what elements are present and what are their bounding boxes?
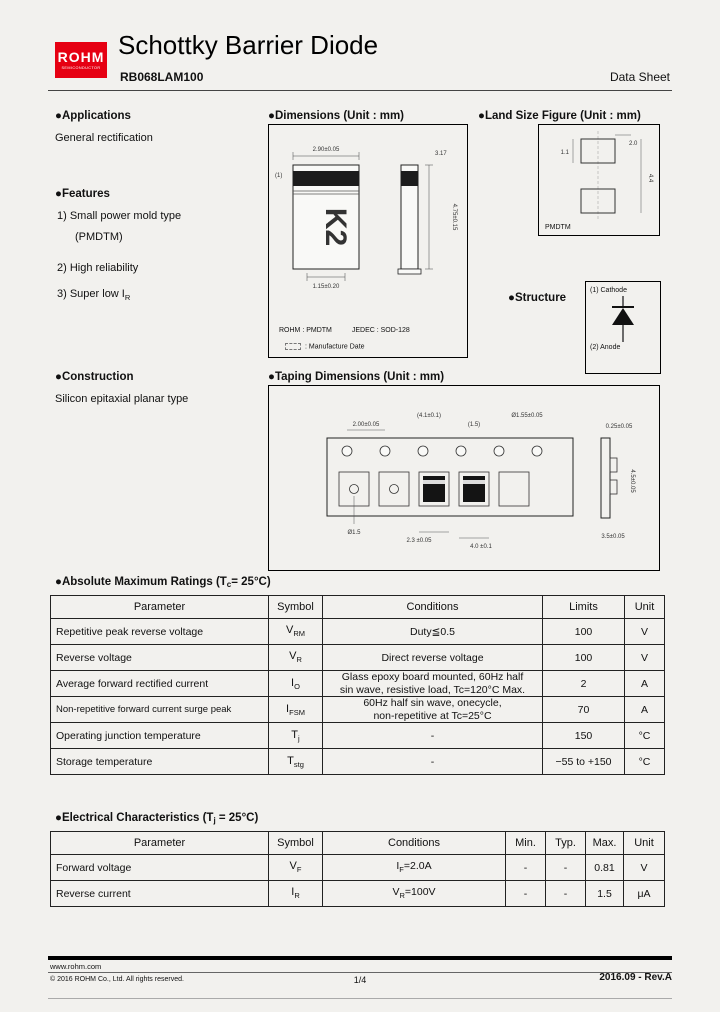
cell-typ: -	[546, 855, 586, 881]
condition-line-1: 60Hz half sin wave, onecycle,	[363, 697, 502, 710]
rohm-package-name: ROHM : PMDTM	[279, 327, 332, 334]
taping-dim-pocket-hole: Ø1.5	[347, 530, 361, 536]
construction-heading: ●Construction	[55, 371, 134, 383]
applications-body: General rectification	[55, 132, 153, 144]
cell-symbol	[269, 881, 323, 907]
taping-dim-pocket-w: 2.3 ±0.05	[406, 538, 432, 544]
feature-item-2: 2) High reliability	[57, 262, 139, 274]
cell-parameter: Average forward rectified current	[51, 671, 269, 697]
col-header-limits: Limits	[543, 596, 625, 619]
taping-dim-thickness: 0.25±0.05	[605, 424, 633, 430]
ec-heading-post: = 25°C)	[215, 812, 259, 824]
cell-parameter: Non-repetitive forward current surge peak	[51, 697, 269, 723]
cell-parameter: Reverse voltage	[51, 645, 269, 671]
applications-heading: ●Applications	[55, 110, 131, 122]
construction-body: Silicon epitaxial planar type	[55, 393, 189, 405]
land-dim-span: 4.4	[647, 173, 653, 183]
dim-label-length: 4.75±0.15	[451, 203, 457, 231]
table-row	[51, 645, 665, 671]
cell-symbol	[269, 749, 323, 775]
symbol-subscript: O	[294, 681, 300, 691]
feature-item-3-subscript: R	[124, 293, 131, 303]
land-dim-pad: 1.1	[560, 150, 569, 156]
cell-parameter: Reverse current	[51, 881, 269, 907]
cell-symbol	[269, 671, 323, 697]
col-header-conditions: Conditions	[323, 596, 543, 619]
condition-subscript: F	[399, 865, 404, 875]
structure-figure	[585, 281, 661, 374]
symbol-base: V	[289, 650, 297, 663]
jedec-package-name: JEDEC : SOD-128	[351, 327, 410, 334]
cell-min: -	[506, 881, 546, 907]
cell-unit: V	[625, 645, 665, 671]
land-dim-width: 2.0	[629, 141, 638, 147]
col-header-unit: Unit	[624, 832, 665, 855]
symbol-base: I	[291, 886, 295, 899]
condition-rest: =100V	[404, 886, 436, 899]
cell-conditions	[323, 881, 506, 907]
carrier-tape-side-view	[601, 438, 617, 518]
taping-dim-pocket-pitch: 4.0 ±0.1	[470, 544, 492, 550]
col-header-min: Min.	[506, 832, 546, 855]
symbol-subscript: stg	[293, 759, 304, 769]
cell-unit: A	[625, 697, 665, 723]
doc-type-label: Data Sheet	[609, 70, 670, 84]
condition-rest: =2.0A	[403, 860, 432, 873]
feature-item-1b: (PMDTM)	[75, 231, 123, 243]
condition-base: V	[392, 886, 400, 899]
table-row	[51, 671, 665, 697]
cell-unit: V	[625, 619, 665, 645]
taping-dim-ref1: (4.1±0.1)	[417, 413, 441, 419]
cell-unit: V	[624, 855, 665, 881]
rohm-logo	[55, 42, 107, 78]
cell-max: 0.81	[586, 855, 624, 881]
manufacture-date-box-icon	[285, 343, 301, 350]
land-pattern-drawing	[539, 125, 659, 221]
table-row	[51, 855, 665, 881]
footer-divider-bottom	[48, 998, 672, 999]
cell-limits: 2	[543, 671, 625, 697]
footer-url: www.rohm.com	[50, 962, 102, 971]
land-package-name: PMDTM	[545, 224, 571, 231]
rohm-logo-text: ROHM	[57, 49, 105, 65]
package-front-view	[293, 165, 359, 269]
abs-max-heading	[55, 576, 271, 589]
abs-max-heading-pre: ●Absolute Maximum Ratings (T	[55, 576, 227, 588]
dim-label-width: 2.90±0.05	[312, 147, 340, 153]
cell-limits: 150	[543, 723, 625, 749]
cell-unit: μA	[624, 881, 665, 907]
package-marking: K2	[319, 207, 352, 247]
taping-figure	[268, 385, 660, 571]
footer-revision: 2016.09 - Rev.A	[599, 972, 672, 983]
dim-label-lead: 1.15±0.20	[312, 284, 340, 290]
condition-line-1: Glass epoxy board mounted, 60Hz half	[341, 671, 524, 683]
structure-heading: ●Structure	[508, 292, 567, 304]
dim-label-height: 3.17	[435, 151, 447, 157]
cell-conditions: -	[323, 749, 543, 775]
taping-dim-ref2: (1.5)	[467, 422, 481, 428]
cell-max: 1.5	[586, 881, 624, 907]
cell-symbol	[269, 645, 323, 671]
cell-parameter: Storage temperature	[51, 749, 269, 775]
cell-min: -	[506, 855, 546, 881]
cell-symbol	[269, 697, 323, 723]
land-size-heading: ●Land Size Figure (Unit : mm)	[478, 110, 641, 122]
table-row	[51, 749, 665, 775]
manufacture-date-note	[285, 343, 365, 350]
taping-dim-pitch: 2.00±0.05	[352, 422, 380, 428]
cell-conditions	[323, 671, 543, 697]
col-header-symbol: Symbol	[269, 832, 323, 855]
feature-item-3	[57, 288, 130, 302]
symbol-subscript: F	[296, 865, 302, 875]
col-header-symbol: Symbol	[269, 596, 323, 619]
cell-unit: °C	[625, 723, 665, 749]
symbol-base: V	[285, 624, 294, 637]
condition-subscript: R	[399, 891, 405, 901]
cell-unit: A	[625, 671, 665, 697]
cell-limits: 100	[543, 619, 625, 645]
symbol-subscript: R	[296, 655, 302, 665]
condition-base: I	[396, 860, 400, 873]
cell-parameter: Operating junction temperature	[51, 723, 269, 749]
taping-dim-hole: Ø1.55±0.05	[511, 413, 543, 419]
taping-heading: ●Taping Dimensions (Unit : mm)	[268, 371, 445, 383]
dimensions-figure	[268, 124, 468, 358]
cathode-label: (1) Cathode	[590, 287, 627, 294]
symbol-base: V	[289, 860, 297, 873]
cell-symbol	[269, 723, 323, 749]
page-title: Schottky Barrier Diode	[118, 30, 379, 60]
cell-conditions	[323, 855, 506, 881]
symbol-base: I	[291, 676, 295, 689]
cell-symbol	[269, 619, 323, 645]
col-header-max: Max.	[586, 832, 624, 855]
table-row	[51, 619, 665, 645]
electrical-characteristics-table	[50, 831, 665, 907]
symbol-base: T	[287, 754, 294, 767]
cell-conditions: Duty≦0.5	[323, 619, 543, 645]
footer-page-number: 1/4	[353, 975, 367, 985]
header-divider	[48, 90, 672, 91]
table-row	[51, 697, 665, 723]
cell-conditions	[323, 697, 543, 723]
table-header-row	[51, 596, 665, 619]
table-header-row	[51, 832, 665, 855]
symbol-subscript: j	[298, 733, 300, 743]
pin1-label: (1)	[275, 173, 283, 179]
footer-divider-thin	[48, 972, 672, 973]
taping-drawing	[269, 386, 659, 570]
anode-label: (2) Anode	[590, 344, 621, 351]
cell-unit: °C	[625, 749, 665, 775]
footer-divider-thick	[48, 956, 672, 960]
symbol-base: T	[291, 728, 299, 741]
part-number: RB068LAM100	[120, 70, 204, 84]
col-header-typ: Typ.	[546, 832, 586, 855]
cell-limits: −55 to +150	[543, 749, 625, 775]
electrical-characteristics-heading	[55, 812, 258, 825]
col-header-parameter: Parameter	[51, 832, 269, 855]
cell-conditions: -	[323, 723, 543, 749]
condition-line-2: sin wave, resistive load, Tc=120°C Max.	[339, 683, 526, 696]
diode-symbol	[586, 294, 660, 344]
condition-line-2: non-repetitive at Tc=25°C	[373, 709, 492, 722]
symbol-subscript: RM	[293, 629, 305, 639]
cell-parameter: Repetitive peak reverse voltage	[51, 619, 269, 645]
table-row	[51, 881, 665, 907]
cell-parameter: Forward voltage	[51, 855, 269, 881]
component-in-pocket	[423, 476, 485, 502]
taping-dim-bottom: 3.5±0.05	[601, 534, 625, 540]
col-header-conditions: Conditions	[323, 832, 506, 855]
carrier-tape-top-view	[327, 438, 573, 516]
feature-item-1: 1) Small power mold type	[57, 210, 182, 222]
cell-conditions: Direct reverse voltage	[323, 645, 543, 671]
taping-dim-depth: 4.5±0.05	[629, 469, 635, 493]
cell-limits: 100	[543, 645, 625, 671]
cell-limits: 70	[543, 697, 625, 723]
dimensions-heading: ●Dimensions (Unit : mm)	[268, 110, 405, 122]
ec-heading-pre: ●Electrical Characteristics (T	[55, 812, 214, 824]
footer-copyright: © 2016 ROHM Co., Ltd. All rights reserved.	[50, 976, 184, 983]
feature-item-3-text: 3) Super low I	[57, 288, 125, 300]
land-size-figure	[538, 124, 660, 236]
abs-max-heading-sub: c	[226, 580, 232, 589]
symbol-subscript: FSM	[289, 707, 305, 717]
rohm-logo-subtext: SEMICONDUCTOR	[61, 66, 101, 70]
manufacture-date-text: : Manufacture Date	[305, 343, 365, 351]
cell-typ: -	[546, 881, 586, 907]
ec-heading-sub: j	[213, 816, 216, 825]
abs-max-heading-post: = 25°C)	[231, 576, 271, 588]
symbol-subscript: R	[294, 891, 300, 901]
package-names	[279, 327, 410, 334]
cell-symbol	[269, 855, 323, 881]
dimensions-drawing	[269, 125, 467, 325]
col-header-unit: Unit	[625, 596, 665, 619]
absolute-maximum-ratings-table	[50, 595, 665, 775]
table-row	[51, 723, 665, 749]
col-header-parameter: Parameter	[51, 596, 269, 619]
symbol-base: I	[286, 702, 290, 715]
features-heading: ●Features	[55, 188, 110, 200]
package-side-view	[398, 165, 421, 274]
